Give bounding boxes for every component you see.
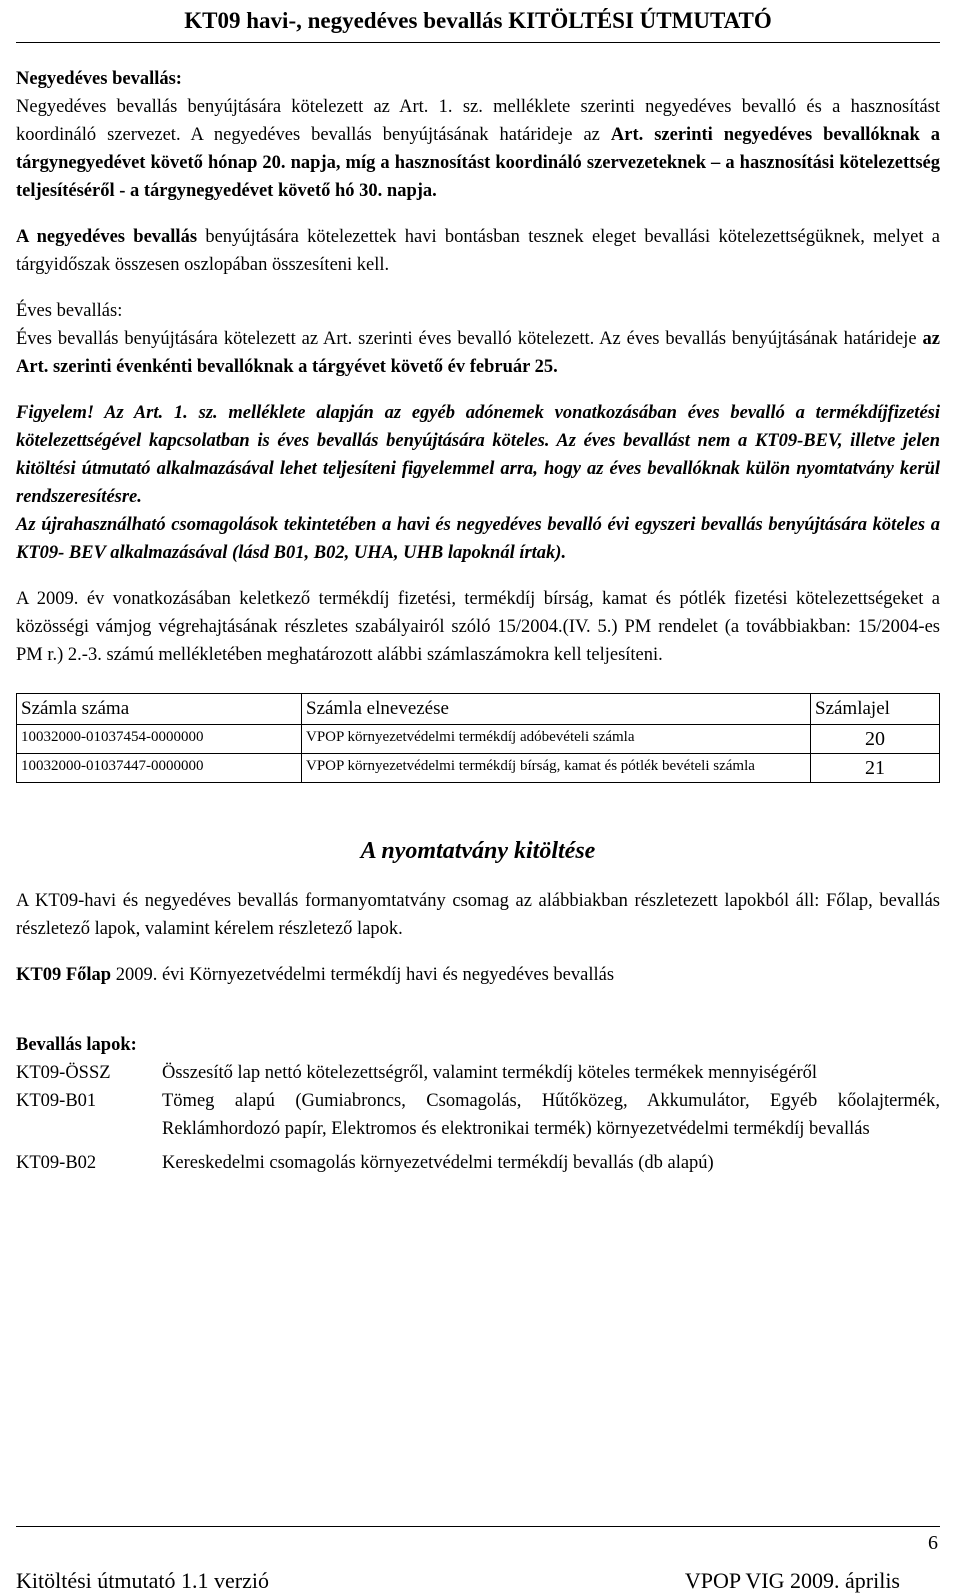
account-name: VPOP környezetvédelmi termékdíj adóbevételi számla xyxy=(302,725,811,754)
quarterly-p1-text: Negyedéves bevallás benyújtására kötelezett az Art. 1. sz. melléklete szerinti negyedéves bevalló és a hasznosítást koordináló szervezet. A negyedéves bevallás benyújtásának határideje az xyxy=(16,97,940,145)
annual-paragraph xyxy=(16,325,940,381)
list-item xyxy=(16,1149,940,1177)
main-sheet-label: KT09 Főlap xyxy=(16,965,112,985)
sheet-code: KT09-ÖSSZ xyxy=(16,1063,111,1083)
spacer xyxy=(16,567,940,585)
quarterly-heading: Negyedéves bevallás: xyxy=(16,69,182,89)
table-row xyxy=(17,754,940,783)
document-page xyxy=(16,0,940,1177)
account-number: 10032000-01037447-0000000 xyxy=(17,754,302,783)
spacer xyxy=(16,279,940,297)
table-row xyxy=(17,725,940,754)
sheet-code: KT09-B01 xyxy=(16,1091,97,1111)
attention-paragraph-2: Az újrahasználható csomagolások tekintetében a havi és negyedéves bevalló évi egyszeri bevallás benyújtására köteles a KT09- BEV alkalmazásával (lásd B01, B02, UHA, UHB lapoknál írtak). xyxy=(16,515,940,563)
accounts-table xyxy=(16,693,940,783)
account-name: VPOP környezetvédelmi termékdíj bírság, kamat és pótlék bevételi számla xyxy=(302,754,811,783)
page-number: 6 xyxy=(928,1532,938,1554)
account-code: 20 xyxy=(811,725,940,754)
quarterly-p2-bold: A negyedéves bevallás xyxy=(16,227,198,247)
spacer xyxy=(16,943,940,961)
annual-p1-deadline: az Art. szerinti évenkénti bevallóknak a tárgyévet követő év február 25. xyxy=(16,329,940,377)
sheet-desc: Tömeg alapú (Gumiabroncs, Csomagolás, Hűtőközeg, Akkumulátor, Egyéb kőolajtermék, Reklámhordozó papír, Elektromos és elektronikai termék) környezetvédelmi termékdíj bevallás xyxy=(162,1091,940,1139)
sheet-code: KT09-B02 xyxy=(16,1153,97,1173)
account-code: 21 xyxy=(811,754,940,783)
sheets-heading: Bevallás lapok: xyxy=(16,1035,137,1055)
form-intro: A KT09-havi és negyedéves bevallás formanyomtatvány csomag az alábbiakban részletezett lapokból áll: Főlap, bevallás részletező lapok, valamint kérelem részletező lapok. xyxy=(16,891,940,939)
spacer xyxy=(16,381,940,399)
page-footer xyxy=(16,1526,940,1596)
main-sheet-line xyxy=(16,961,940,989)
col-header-name: Számla elnevezése xyxy=(302,694,811,725)
quarterly-p1-deadline: Art. szerinti negyedéves bevallóknak a tárgynegyedévet követő hónap 20. napja, míg a hasznosítást koordináló szervezeteknek – a hasznosítási kötelezettség teljesítéséről - a tárgynegyedévet követő hó 30. napja. xyxy=(16,125,941,201)
col-header-code: Számlajel xyxy=(811,694,940,725)
col-header-number: Számla száma xyxy=(17,694,302,725)
page-title: KT09 havi-, negyedéves bevallás KITÖLTÉSI ÚTMUTATÓ xyxy=(184,8,772,33)
accounts-table-header xyxy=(17,694,940,725)
list-item xyxy=(16,1059,940,1087)
accounts-intro: A 2009. év vonatkozásában keletkező termékdíj fizetési, termékdíj bírság, kamat és pótlék fizetési kötelezettségeket a közösségi vámjog végrehajtásának részletes szabályairól szóló 15/2004.(IV. 5.) PM rendelet (a továbbiakban: 15/2004-es PM r.) 2.-3. számú mellékletében meghatározott alábbi számlaszámokra kell teljesíteni. xyxy=(16,589,940,665)
footer-version: Kitöltési útmutató 1.1 verzió xyxy=(16,1568,269,1593)
section-title: A nyomtatvány kitöltése xyxy=(360,838,596,864)
main-sheet-desc: 2009. évi Környezetvédelmi termékdíj havi és negyedéves bevallás xyxy=(111,965,615,985)
sheet-desc: Összesítő lap nettó kötelezettségről, valamint termékdíj köteles termékek mennyiségéről xyxy=(162,1063,818,1083)
quarterly-p2-text: benyújtására kötelezettek havi bontásban tesznek eleget bevallási kötelezettségüknek, melyet a tárgyidőszak összesen oszlopában összesíteni kell. xyxy=(16,227,940,275)
quarterly-paragraph-1 xyxy=(16,93,940,205)
account-number: 10032000-01037454-0000000 xyxy=(17,725,302,754)
annual-heading: Éves bevallás: xyxy=(16,301,123,321)
quarterly-paragraph-2 xyxy=(16,223,940,279)
footer-publisher: VPOP VIG 2009. április xyxy=(684,1568,900,1593)
list-item xyxy=(16,1087,940,1143)
header-divider xyxy=(16,42,940,43)
annual-p1-text: Éves bevallás benyújtására kötelezett az Art. szerinti éves bevalló kötelezett. Az éves bevallás benyújtásának határideje xyxy=(16,329,923,349)
spacer xyxy=(16,205,940,223)
spacer xyxy=(16,989,940,1031)
attention-paragraph-1: Figyelem! Az Art. 1. sz. melléklete alapján az egyéb adónemek vonatkozásában éves bevalló a termékdíjfizetési kötelezettségével kapcsolatban is éves bevallás benyújtására köteles. Az éves bevallást nem a KT09-BEV, illetve jelen kitöltési útmutató alkalmazásával lehet teljesíteni figyelemmel arra, hogy az éves bevallóknak külön nyomtatvány kerül rendszeresítésre. xyxy=(16,403,940,507)
sheet-desc: Kereskedelmi csomagolás környezetvédelmi termékdíj bevallás (db alapú) xyxy=(162,1153,714,1173)
